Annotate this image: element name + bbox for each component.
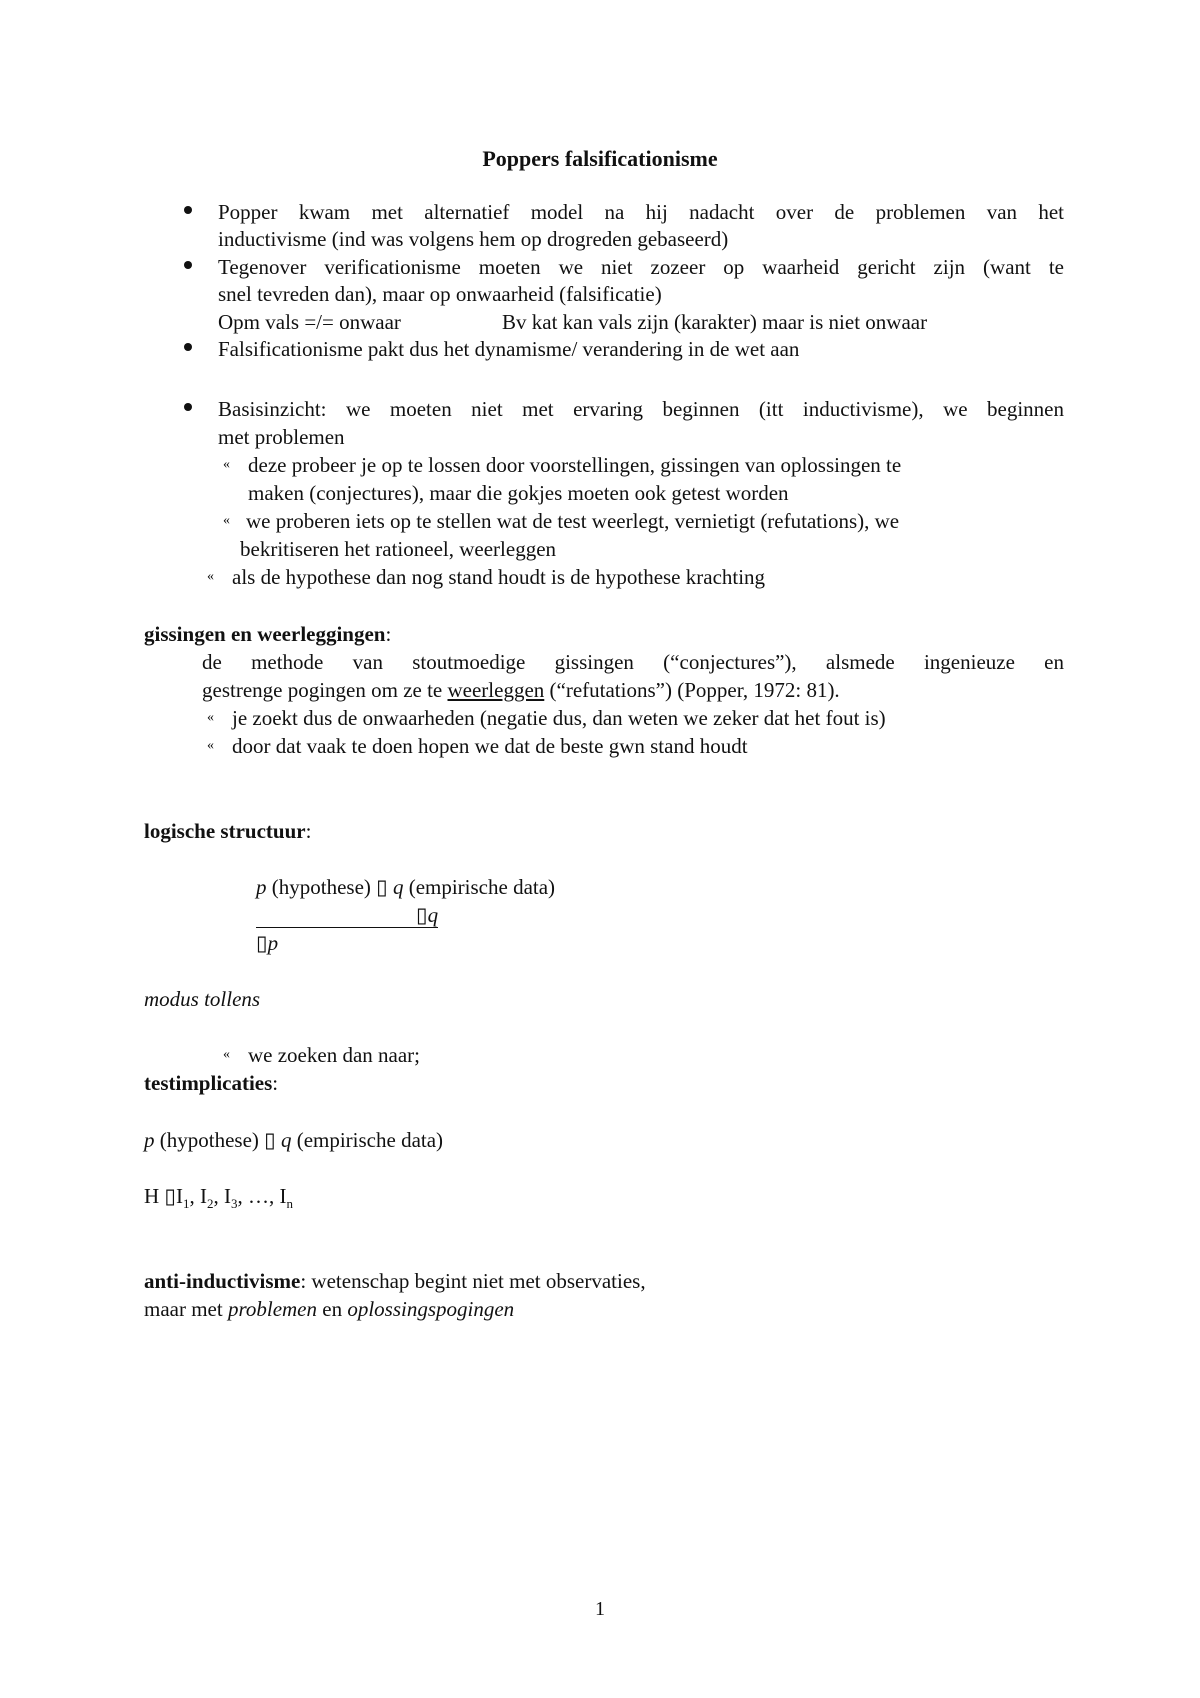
test-emp: (empirische data) [291,1128,444,1152]
logisch-p: p [256,875,267,899]
anti-rest: : wetenschap begint niet met observaties, [300,1269,646,1293]
sub-arrow-icon: « [207,569,214,584]
bullet-1-line-1: Popper kwam met alternatief model na hij nadacht over de problemen van het [218,200,1064,224]
sub-arrow-icon: « [223,1047,230,1062]
test-hyp: (hypothese) ▯ [154,1128,281,1152]
anti-inductivisme-line-1 [144,1268,646,1294]
bullet-4-line-2: met problemen [218,425,345,449]
bullet-4-line-1: Basisinzicht: we moeten niet met ervaring beginnen (itt inductivisme), we beginnen [218,397,1064,421]
sub-item-1-line-1: deze probeer je op te lossen door voorstellingen, gissingen van oplossingen te [248,453,902,477]
sub-2: 2 [206,1196,214,1212]
logisch-emp: (empirische data) [403,875,556,899]
neg-q-letter: q [427,903,439,927]
bullet-dot [184,343,192,351]
anti-pre: maar met [144,1297,228,1321]
bullet-2-line-2: snel tevreden dan), maar op onwaarheid (falsificatie) [218,282,662,306]
modus-tollens: modus tollens [144,987,261,1011]
sub-1: 1 [182,1196,190,1212]
testimplicaties-heading [144,1070,278,1096]
h-part: H ▯I [144,1184,183,1208]
bullet-3-line-1: Falsificationisme pakt dus het dynamisme/ verandering in de wet aan [218,337,800,361]
anti-inductivisme-line-2 [144,1296,514,1322]
logisch-neg-p [256,930,278,956]
test-formula [144,1127,443,1153]
logisch-q: q [392,875,404,899]
gissingen-item-2: door dat vaak te doen hopen we dat de beste gwn stand houdt [232,734,748,758]
bullet-1-line-2: inductivisme (ind was volgens hem op drogreden gebaseerd) [218,227,729,251]
anti-mid: en [317,1297,348,1321]
sub-arrow-icon: « [223,513,230,528]
gissingen-quote-line-2 [202,677,840,703]
gissingen-colon: : [385,622,392,646]
neg-symbol: ▯ [256,931,268,955]
bullet-dot [184,403,192,411]
bullet-dot [184,206,192,214]
logisch-neg-q [416,902,438,928]
anti-heading: anti-inductivisme [144,1269,301,1293]
sub-arrow-icon: « [207,710,214,725]
testimplicaties-colon: : [272,1071,279,1095]
gissingen-line2-underlined: weerleggen [447,678,545,702]
gissingen-line2-post: (“refutations”) (Popper, 1972: 81). [544,678,840,702]
gissingen-item-1: je zoekt dus de onwaarheden (negatie dus, dan weten we zeker dat het fout is) [232,706,886,730]
testimplicaties-heading-text: testimplicaties [144,1071,273,1095]
bullet-2-line-1: Tegenover verificationisme moeten we niet zozeer op waarheid gericht zijn (want te [218,255,1064,279]
logisch-premise [256,874,555,900]
sub-item-2-line-2: bekritiseren het rationeel, weerleggen [240,537,557,561]
comma-2: , I [213,1184,231,1208]
page-title: Poppers falsificationisme [482,146,718,171]
gissingen-heading [144,621,391,647]
logisch-heading [144,818,311,844]
anti-oplossingspogingen: oplossingspogingen [347,1297,515,1321]
neg-symbol: ▯ [416,903,428,927]
h-implications [144,1183,293,1217]
anti-problemen: problemen [227,1297,318,1321]
comma-1: , I [189,1184,207,1208]
test-q: q [280,1128,292,1152]
logisch-hyp: (hypothese) ▯ [266,875,393,899]
page-number: 1 [595,1598,605,1620]
neg-p-letter: p [267,931,279,955]
sub-item-2-line-1: we proberen iets op te stellen wat de test weerlegt, vernietigt (refutations), we [246,509,900,533]
sub-n: n [286,1196,293,1212]
logisch-heading-text: logische structuur [144,819,306,843]
bullet-dot [184,261,192,269]
sub-item-3-line-1: als de hypothese dan nog stand houdt is de hypothese krachting [232,565,766,589]
zoeken-item: we zoeken dan naar; [248,1043,420,1067]
sub-arrow-icon: « [223,457,230,472]
comma-3: , …, I [237,1184,287,1208]
gissingen-heading-text: gissingen en weerleggingen [144,622,386,646]
gissingen-line2-pre: gestrenge pogingen om ze te [202,678,448,702]
sub-item-1-line-2: maken (conjectures), maar die gokjes moeten ook getest worden [248,481,789,505]
sub-3: 3 [230,1196,238,1212]
test-p: p [144,1128,155,1152]
logisch-colon: : [305,819,312,843]
inference-line [256,927,438,928]
gissingen-quote-line-1: de methode van stoutmoedige gissingen (“conjectures”), alsmede ingenieuze en [202,650,1064,674]
opm-left: Opm vals =/= onwaar [218,310,401,334]
sub-arrow-icon: « [207,738,214,753]
opm-right: Bv kat kan vals zijn (karakter) maar is niet onwaar [502,310,928,334]
